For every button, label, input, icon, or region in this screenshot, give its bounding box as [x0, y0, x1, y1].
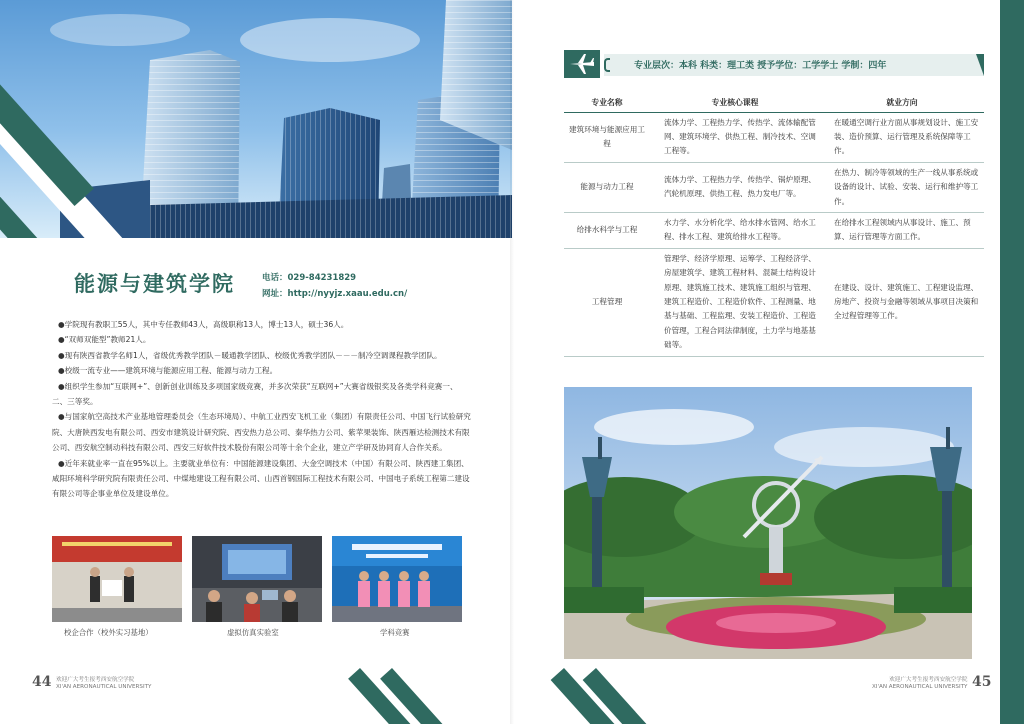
photo-competition: [332, 536, 462, 622]
column-header: 专业名称: [564, 94, 650, 112]
major-name: 能源与动力工程: [564, 162, 650, 212]
photo-caption: 虚拟仿真实验室: [227, 628, 279, 637]
major-name: 建筑环境与能源应用工程: [564, 112, 650, 162]
major-name: 给排水科学与工程: [564, 212, 650, 248]
college-title: 能源与建筑学院: [74, 272, 235, 296]
phone-label: 电话：: [262, 273, 288, 283]
major-jobs: 在建设、设计、建筑施工、工程建设监理、房地产、投资与金融等领域从事项目决策和全过程管理等工作。: [820, 248, 984, 356]
fact-item: ●校级一流专业——建筑环境与能源应用工程、能源与动力工程。: [58, 366, 278, 376]
decor-stripe-right-edge: [1000, 0, 1024, 724]
major-courses: 流体力学、工程热力学、传热学、流体输配管网、建筑环境学、供热工程、制冷技术、空调工程等。: [650, 112, 820, 162]
fact-item: ●组织学生参加“互联网+”、创新创业训练及多项国家级竞赛，并多次荣获“互联网+”大赛省级银奖及各类学科竞赛一、二、三等奖。: [52, 381, 458, 407]
column-header: 就业方向: [820, 94, 984, 112]
photo-school-enterprise: [52, 536, 182, 622]
footer-line: 欢迎广大考生报考西安航空学院: [56, 677, 135, 683]
fact-item: ●学院现有教职工55人，其中专任教师43人，高级职称13人，博士13人，硕士36人。: [58, 320, 349, 329]
footer-line: 欢迎广大考生报考西安航空学院: [889, 677, 968, 683]
major-jobs: 在给排水工程领域内从事设计、施工、预算、运行管理等方面工作。: [820, 212, 984, 248]
phone-number: 029-84231829: [287, 273, 357, 283]
program-banner: [564, 50, 984, 78]
fact-item: ●现有陕西省教学名师1人，省级优秀教学团队－暖通教学团队、校级优秀教学团队－－－制冷空调课程教学团队。: [58, 350, 442, 360]
page-number: 44: [32, 674, 52, 690]
right-page: [512, 0, 1024, 724]
airplane-icon: [564, 50, 600, 78]
major-courses: 水力学、水分析化学、给水排水管网、给水工程、排水工程、建筑给排水工程等。: [650, 212, 820, 248]
program-summary: 专业层次：本科 科类：理工类 授予学位：工学学士 学制：四年: [634, 61, 887, 71]
photo-caption: 学科竞赛: [380, 628, 410, 637]
photo-virtual-lab: [192, 536, 322, 622]
website-line: [262, 286, 407, 302]
table-row: [564, 248, 984, 356]
contact-block: [262, 270, 407, 302]
fact-item: ●近年来就业率一直在95%以上。主要就业单位有：中国能源建设集团、大金空调技术（中国）有限公司、陕西建工集团、咸阳环境科学研究院有限责任公司、中煤地建设工程有限公司、山西首钢国际工程技术有限公司、中国电子系统工程第二建设有限公司等企事业单位及建设单位。: [52, 458, 470, 499]
table-row: [564, 212, 984, 248]
table-header-row: [564, 94, 984, 112]
major-jobs: 在热力、制冷等领域的生产一线从事系统或设备的设计、试验、安装、运行和维护等工作。: [820, 162, 984, 212]
table-row: [564, 112, 984, 162]
photo-strip: [52, 536, 462, 626]
website-link[interactable]: http://nyyjz.xaau.edu.cn/: [287, 289, 408, 299]
photo-caption: 校企合作（校外实习基地）: [64, 628, 153, 637]
website-label: 网址：: [262, 289, 288, 299]
column-header: 专业核心课程: [650, 94, 820, 112]
footer-line: XI'AN AERONAUTICAL UNIVERSITY: [56, 684, 152, 690]
major-courses: 管理学、经济学原理、运筹学、工程经济学、房屋建筑学、建筑工程材料、混凝土结构设计原理、建筑施工技术、建筑施工组织与管理、建筑工程造价、工程造价软件、工程测量、地基与基础、工程监理、安装工程造价、工程造价管理，工程合同法律制度，土力学与地基基础等。: [650, 248, 820, 356]
footer-line: XI'AN AERONAUTICAL UNIVERSITY: [872, 684, 968, 690]
banner-tab-notch: [604, 58, 610, 72]
college-facts-list: [52, 317, 472, 502]
major-courses: 流体力学、工程热力学、传热学、锅炉原理、汽轮机原理、供热工程、热力发电厂等。: [650, 162, 820, 212]
table-row: [564, 162, 984, 212]
major-name: 工程管理: [564, 248, 650, 356]
page-number: 45: [972, 674, 992, 690]
phone-line: [262, 270, 407, 286]
spine-shadow: [510, 0, 514, 724]
campus-photo: [564, 387, 972, 659]
fact-item: ●“双师双能型”教师21人。: [58, 335, 151, 345]
footer-text: [56, 677, 151, 691]
fact-item: ●与国家航空高技术产业基地管理委员会（生态环境局）、中航工业西安飞机工业（集团）有限责任公司、中国飞行试验研究院、大唐陕西发电有限公司、西安市建筑设计研究院、西安热力总公司、秦华热力公司、紫苹果装饰、陕西雁达检测技术有限公司、西安航空制动科技有限公司、西安三好软件技术股份有限公司等十余个企业，建立产学研及协同育人合作关系。: [52, 412, 471, 453]
majors-table: [564, 94, 984, 357]
footer-text: [872, 677, 967, 691]
major-jobs: 在暖通空调行业方面从事规划设计、施工安装、造价预算、运行管理及系统保障等工作。: [820, 112, 984, 162]
